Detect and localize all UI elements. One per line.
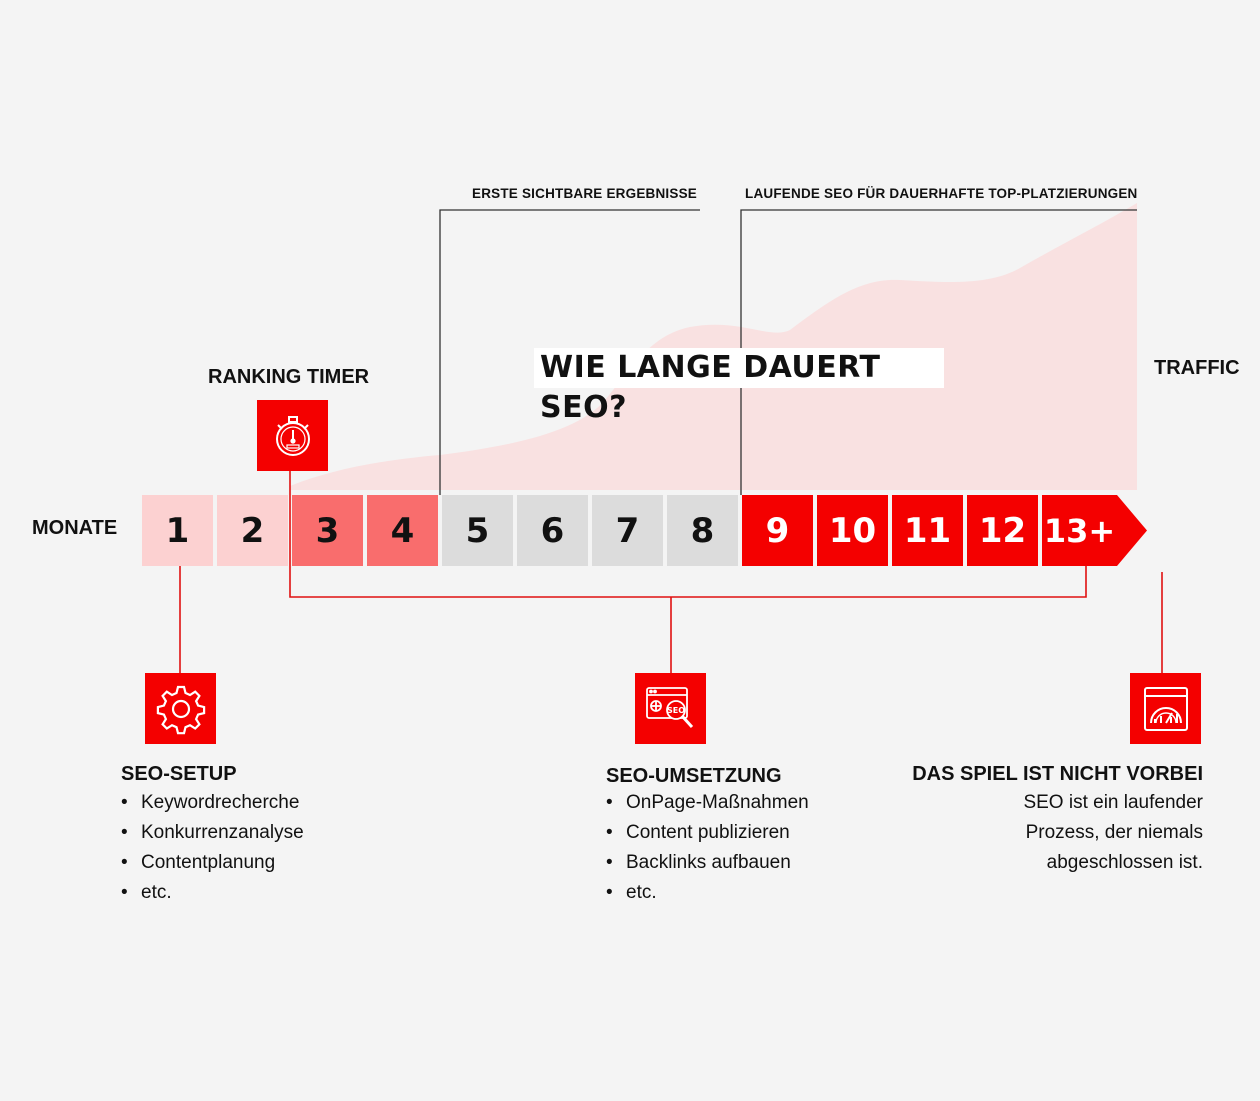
setup-heading: SEO-SETUP bbox=[121, 763, 237, 785]
month-cell-4: 4 bbox=[367, 495, 438, 566]
setup-list bbox=[121, 788, 304, 908]
list-item: • Content publizieren bbox=[606, 818, 809, 848]
month-cell-12: 12 bbox=[967, 495, 1038, 566]
page-title: WIE LANGE DAUERT SEO? bbox=[534, 348, 944, 388]
ongoing-description bbox=[1023, 788, 1203, 878]
month-cell-11: 11 bbox=[892, 495, 963, 566]
list-item: • Contentplanung bbox=[121, 848, 304, 878]
month-cell-7: 7 bbox=[592, 495, 663, 566]
month-cell-5: 5 bbox=[442, 495, 513, 566]
description-line: Prozess, der niemals bbox=[1025, 822, 1203, 843]
months-label: MONATE bbox=[32, 517, 118, 539]
list-item: • Keywordrecherche bbox=[121, 788, 304, 818]
ranking-timer-label: RANKING TIMER bbox=[208, 366, 370, 388]
list-item: • OnPage-Maßnahmen bbox=[606, 788, 809, 818]
list-item: • Konkurrenzanalyse bbox=[121, 818, 304, 848]
month-cell-10: 10 bbox=[817, 495, 888, 566]
timeline-arrow-tip bbox=[1117, 495, 1147, 566]
first-results-label: ERSTE SICHTBARE ERGEBNISSE bbox=[472, 186, 697, 201]
month-cell-8: 8 bbox=[667, 495, 738, 566]
description-line: abgeschlossen ist. bbox=[1046, 852, 1203, 873]
ongoing-seo-label: LAUFENDE SEO FÜR DAUERHAFTE TOP-PLATZIERUNGEN bbox=[745, 186, 1138, 201]
implementation-list bbox=[606, 788, 809, 908]
svg-text:SEO: SEO bbox=[666, 705, 685, 715]
traffic-label: TRAFFIC bbox=[1154, 357, 1240, 379]
stopwatch-icon bbox=[257, 400, 328, 471]
month-cell-13-plus: 13+ bbox=[1042, 495, 1117, 566]
list-item: • etc. bbox=[121, 878, 304, 908]
month-cell-2: 2 bbox=[217, 495, 288, 566]
implementation-heading: SEO-UMSETZUNG bbox=[606, 765, 782, 787]
month-cell-1: 1 bbox=[142, 495, 213, 566]
seo-search-icon bbox=[635, 673, 706, 744]
list-item: • Backlinks aufbauen bbox=[606, 848, 809, 878]
speedometer-icon bbox=[1130, 673, 1201, 744]
list-item: • etc. bbox=[606, 878, 809, 908]
ongoing-heading: DAS SPIEL IST NICHT VORBEI bbox=[912, 763, 1203, 785]
month-cell-3: 3 bbox=[292, 495, 363, 566]
description-line: SEO ist ein laufender bbox=[1023, 792, 1203, 813]
month-cell-6: 6 bbox=[517, 495, 588, 566]
month-cell-9: 9 bbox=[742, 495, 813, 566]
gear-icon bbox=[145, 673, 216, 744]
